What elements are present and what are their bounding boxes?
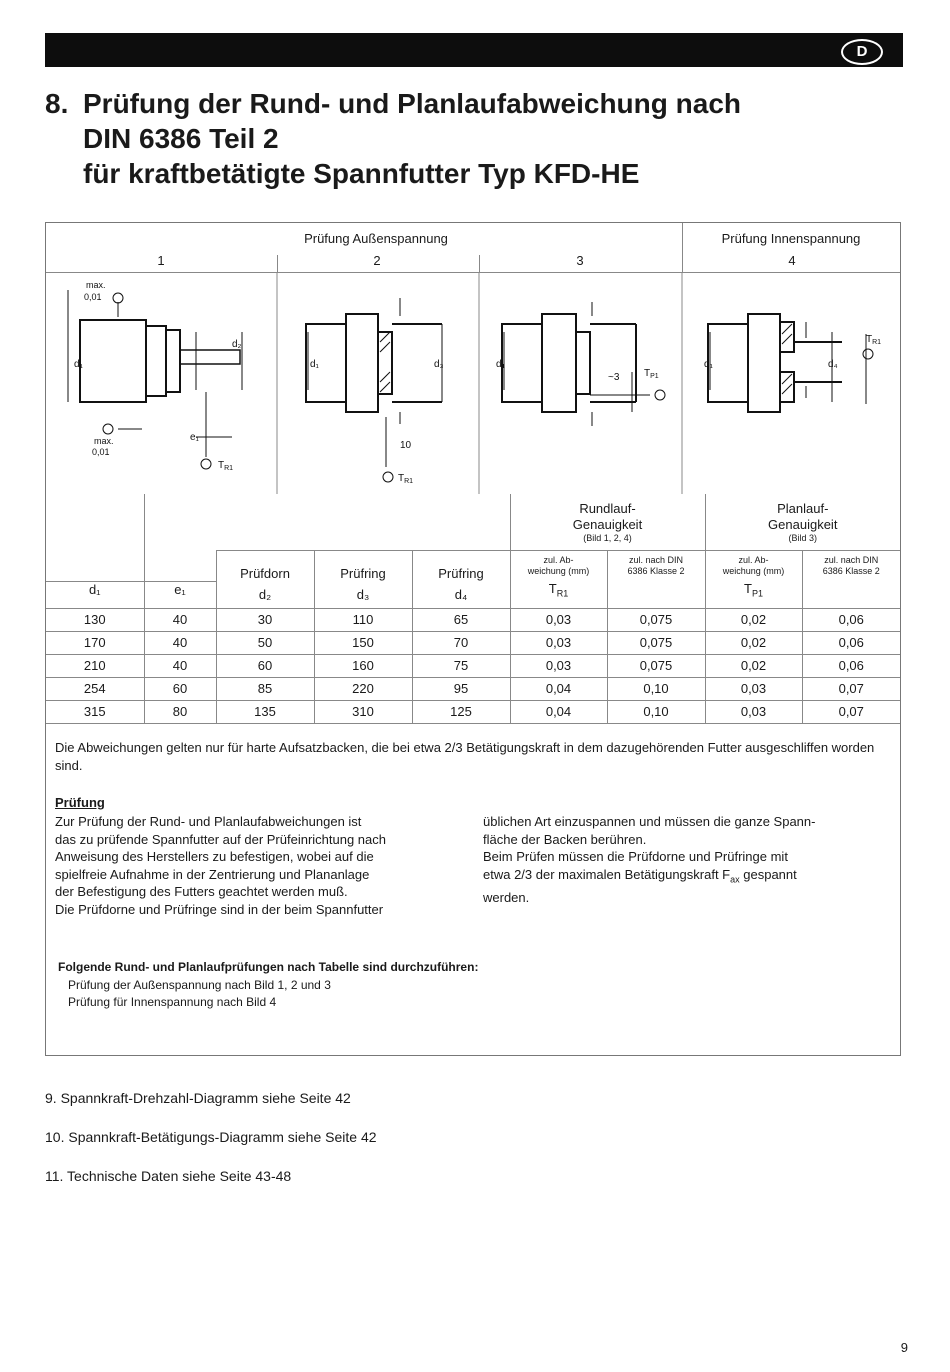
table-cell: 0,06 xyxy=(802,654,900,677)
page-number: 9 xyxy=(900,1340,908,1355)
fig1-max-bot: max. xyxy=(94,436,114,446)
fig2-d1-label: d₁ xyxy=(310,359,319,370)
rund-zul-din-header: zul. nach DIN 6386 Klasse 2 xyxy=(607,551,705,609)
fig1-d1-label: d₁ xyxy=(74,359,83,370)
table-cell: 210 xyxy=(46,654,144,677)
table-cell: 160 xyxy=(314,654,412,677)
header-divider xyxy=(682,223,683,272)
title-line-3: für kraftbetätigte Spannfutter Typ KFD-HE xyxy=(83,158,640,189)
table-cell: 220 xyxy=(314,677,412,700)
language-badge: D xyxy=(841,39,883,65)
plan-header: Planlauf- Genauigkeit (Bild 3) xyxy=(705,494,900,551)
table-cell: 0,06 xyxy=(802,631,900,654)
table-cell: 0,03 xyxy=(510,631,607,654)
fig-number-1: 1 xyxy=(157,253,165,268)
runout-tolerance-table xyxy=(46,494,900,724)
table-cell: 30 xyxy=(216,608,314,631)
table-row xyxy=(46,677,900,700)
table-cell: 80 xyxy=(144,700,216,723)
folgende-heading: Folgende Rund- und Planlaufprüfungen nach Tabelle sind durchzuführen: xyxy=(58,960,479,974)
table-row xyxy=(46,700,900,723)
fig3-three-label: ~3 xyxy=(608,372,620,383)
table-cell: 0,03 xyxy=(705,700,802,723)
e1-header: e₁ xyxy=(144,581,216,608)
figure-header-row xyxy=(46,223,900,273)
fig1-max-bot-val: 0,01 xyxy=(92,447,110,457)
table-cell: 0,075 xyxy=(607,654,705,677)
table-cell: 0,06 xyxy=(802,608,900,631)
pruefring-d3-header: Prüfring xyxy=(314,551,412,582)
table-row xyxy=(46,654,900,677)
pruefung-right-column: üblichen Art einzuspannen und müssen die ganze Spann- fläche der Backen berühren. Beim Prüfen müssen die Prüfdorne und Prüfringe mit etwa 2/3 der maximalen Betätigungskraft $F_{ax}$ gespannt werden. xyxy=(483,814,816,905)
table-cell: 40 xyxy=(144,654,216,677)
header-bar xyxy=(45,33,903,67)
d3-header: d₃ xyxy=(314,581,412,608)
table-cell: 0,075 xyxy=(607,631,705,654)
rund-header: Rundlauf- Genauigkeit (Bild 1, 2, 4) xyxy=(510,494,705,551)
pruefung-heading: Prüfung xyxy=(55,795,105,810)
fig4-d1-label: d₁ xyxy=(704,359,713,370)
toc-item-11: 11. Technische Daten siehe Seite 43-48 xyxy=(45,1168,292,1184)
fig1-d2-label: d₂ xyxy=(232,339,242,350)
d4-header: d₄ xyxy=(412,581,510,608)
table-cell: 0,07 xyxy=(802,677,900,700)
fig4-d4-label: d₄ xyxy=(828,359,838,370)
fig-number-4: 4 xyxy=(788,253,796,268)
pruefring-d4-header: Prüfring xyxy=(412,551,510,582)
figure-3-face-runout xyxy=(502,302,665,426)
toc-item-10: 10. Spannkraft-Betätigungs-Diagramm siehe Seite 42 xyxy=(45,1129,377,1145)
pruefdorn-header: Prüfdorn xyxy=(216,551,314,582)
fig1-max-top-val: 0,01 xyxy=(84,292,102,302)
table-cell: 85 xyxy=(216,677,314,700)
note-text: Die Abweichungen gelten nur für harte Aufsatzbacken, die bei etwa 2/3 Betätigungskraft in dem dazugehörenden Futter ausgeschliffen worden sind. xyxy=(55,740,875,773)
figure-4-inner-clamping xyxy=(708,314,873,412)
fig2-ten-label: 10 xyxy=(400,440,412,451)
fig1-tr1-label: $T_{R1}$ xyxy=(218,460,234,472)
table-cell: 135 xyxy=(216,700,314,723)
fig-number-3: 3 xyxy=(576,253,584,268)
folgende-item-2: Prüfung für Innenspannung nach Bild 4 xyxy=(68,995,277,1009)
table-cell: 95 xyxy=(412,677,510,700)
table-cell: 60 xyxy=(144,677,216,700)
table-cell: 0,10 xyxy=(607,677,705,700)
table-cell: 0,10 xyxy=(607,700,705,723)
table-cell: 40 xyxy=(144,631,216,654)
section-number: 8. xyxy=(45,88,69,119)
table-cell: 65 xyxy=(412,608,510,631)
chuck-test-figures xyxy=(46,272,900,494)
inner-clamping-label: Prüfung Innenspannung xyxy=(721,231,861,246)
fig4-hatch xyxy=(782,324,792,394)
table-cell: 0,075 xyxy=(607,608,705,631)
fig2-tr1-label: $T_{R1}$ xyxy=(398,473,414,485)
table-cell: 0,02 xyxy=(705,654,802,677)
table-header-row-1 xyxy=(46,494,900,551)
table-cell: 0,03 xyxy=(705,677,802,700)
toc-item-9: 9. Spannkraft-Drehzahl-Diagramm siehe Seite 42 xyxy=(45,1090,351,1106)
rund-zul-ab-header: zul. Ab- weichung (mm) $T_{R1}$ xyxy=(510,551,607,609)
table-cell: 110 xyxy=(314,608,412,631)
table-row xyxy=(46,608,900,631)
fig2-hatch xyxy=(380,332,390,392)
table-cell: 0,02 xyxy=(705,631,802,654)
table-cell: 0,03 xyxy=(510,654,607,677)
table-cell: 130 xyxy=(46,608,144,631)
title-line-1: Prüfung der Rund- und Planlaufabweichung nach xyxy=(83,88,741,119)
pruefung-left-column: Zur Prüfung der Rund- und Planlaufabweichungen ist das zu prüfende Spannfutter auf der Prüfeinrichtung nach Anweisung des Herstellers zu befestigen, wobei auf die spielfreie Aufnahme in der Zentrierung und Plananlage der Befestigung des Futters geachtet werden muß. Die Prüfdorne und Prüfringe sind in der beim Spannfutter xyxy=(55,814,386,917)
table-cell: 70 xyxy=(412,631,510,654)
table-cell: 0,04 xyxy=(510,677,607,700)
folgende-item-1: Prüfung der Außenspannung nach Bild 1, 2 und 3 xyxy=(68,978,331,992)
table-cell: 0,03 xyxy=(510,608,607,631)
fig1-e1-label: e₁ xyxy=(190,432,199,443)
table-cell: 170 xyxy=(46,631,144,654)
d2-header: d₂ xyxy=(216,581,314,608)
table-cell: 50 xyxy=(216,631,314,654)
fig3-d1-label: d₁ xyxy=(496,359,505,370)
fig4-tr1-label: $T_{R1}$ xyxy=(866,334,882,346)
fig2-d3-label: d₃ xyxy=(434,359,444,370)
table-cell: 254 xyxy=(46,677,144,700)
plan-zul-din-header: zul. nach DIN 6386 Klasse 2 xyxy=(802,551,900,609)
plan-zul-ab-header: zul. Ab- weichung (mm) $T_{P1}$ xyxy=(705,551,802,609)
table-cell: 310 xyxy=(314,700,412,723)
title-line-2: DIN 6386 Teil 2 xyxy=(83,123,279,154)
table-cell: 0,02 xyxy=(705,608,802,631)
fig3-tp1-label: $T_{P1}$ xyxy=(644,368,659,380)
figure-2-outer-clamping-ring xyxy=(306,298,442,482)
d1-header: d₁ xyxy=(46,581,144,608)
table-cell: 75 xyxy=(412,654,510,677)
fig1-max-top: max. xyxy=(86,280,106,290)
outer-clamping-label: Prüfung Außenspannung xyxy=(304,231,448,246)
fig-number-2: 2 xyxy=(373,253,381,268)
table-cell: 0,07 xyxy=(802,700,900,723)
table-cell: 315 xyxy=(46,700,144,723)
table-cell: 125 xyxy=(412,700,510,723)
table-cell: 150 xyxy=(314,631,412,654)
table-cell: 0,04 xyxy=(510,700,607,723)
table-row xyxy=(46,631,900,654)
table-cell: 40 xyxy=(144,608,216,631)
table-cell: 60 xyxy=(216,654,314,677)
